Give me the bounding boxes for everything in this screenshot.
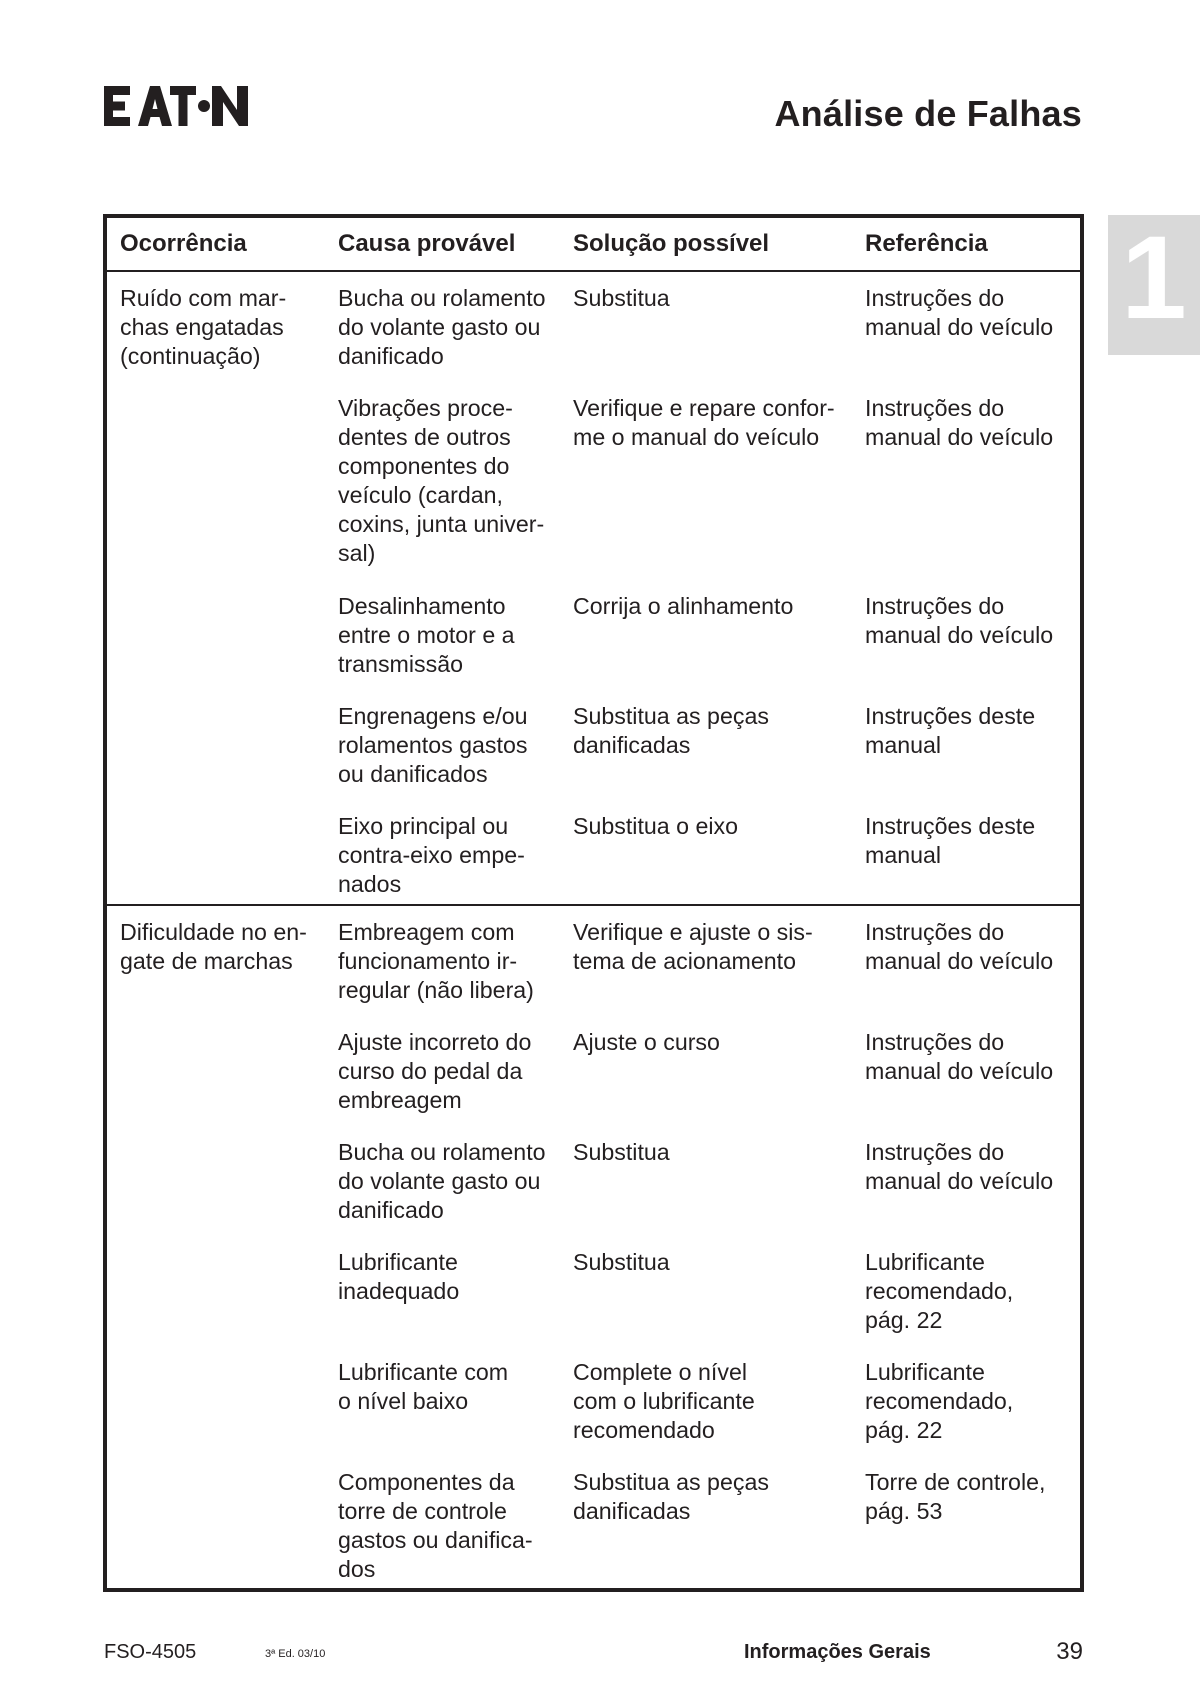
table-header-row	[107, 218, 1080, 272]
solution-cell: Complete o nível com o lubrificante recomendado	[573, 1359, 755, 1443]
cause-cell: Desalinhamento entre o motor e a transmissão	[338, 593, 515, 677]
solution-cell: Substitua	[573, 1139, 670, 1165]
cause-cell: Lubrificante com o nível baixo	[338, 1359, 509, 1414]
column-header-reference: Referência	[865, 230, 988, 257]
page-title: Análise de Falhas	[774, 93, 1082, 134]
solution-cell: Corrija o alinhamento	[573, 593, 794, 619]
occurrence-cell: Ruído com mar- chas engatadas (continuação)	[120, 285, 287, 369]
solution-cell: Substitua	[573, 1249, 670, 1275]
eaton-logo	[104, 86, 248, 126]
reference-cell: Instruções do manual do veículo	[865, 1029, 1054, 1084]
solution-cell: Substitua as peças danificadas	[573, 703, 769, 758]
chapter-tab	[1108, 212, 1200, 355]
reference-cell: Instruções deste manual	[865, 703, 1036, 758]
cause-cell: Lubrificante inadequado	[338, 1249, 460, 1304]
group-divider	[107, 904, 1080, 906]
footer-section-title: Informações Gerais	[744, 1641, 931, 1663]
reference-cell: Torre de controle, pág. 53	[865, 1469, 1046, 1524]
occurrence-cell: Dificuldade no en- gate de marchas	[120, 919, 307, 974]
chapter-number: 1	[1121, 212, 1187, 344]
reference-cell: Lubrificante recomendado, pág. 22	[865, 1249, 1014, 1333]
cause-cell: Bucha ou rolamento do volante gasto ou danificado	[338, 285, 546, 369]
column-header-occurrence: Ocorrência	[120, 230, 247, 257]
cause-cell: Vibrações proce- dentes de outros componentes do veículo (cardan, coxins, junta univer- sal)	[338, 395, 545, 566]
reference-cell: Lubrificante recomendado, pág. 22	[865, 1359, 1014, 1443]
reference-cell: Instruções do manual do veículo	[865, 285, 1054, 340]
solution-cell: Substitua as peças danificadas	[573, 1469, 769, 1524]
cause-cell: Ajuste incorreto do curso do pedal da embreagem	[338, 1029, 532, 1113]
reference-cell: Instruções do manual do veículo	[865, 395, 1054, 450]
fault-analysis-table	[103, 214, 1084, 1592]
solution-cell: Verifique e ajuste o sis- tema de acionamento	[573, 919, 813, 974]
reference-cell: Instruções do manual do veículo	[865, 593, 1054, 648]
cause-cell: Embreagem com funcionamento ir- regular (não libera)	[338, 919, 534, 1003]
column-header-cause: Causa provável	[338, 230, 516, 257]
solution-cell: Verifique e repare confor- me o manual do veículo	[573, 395, 835, 450]
reference-cell: Instruções do manual do veículo	[865, 1139, 1054, 1194]
cause-cell: Bucha ou rolamento do volante gasto ou danificado	[338, 1139, 546, 1223]
cause-cell: Engrenagens e/ou rolamentos gastos ou danificados	[338, 703, 528, 787]
reference-cell: Instruções deste manual	[865, 813, 1036, 868]
solution-cell: Substitua	[573, 285, 670, 311]
reference-cell: Instruções do manual do veículo	[865, 919, 1054, 974]
cause-cell: Eixo principal ou contra-eixo empe- nados	[338, 813, 525, 897]
solution-cell: Substitua o eixo	[573, 813, 738, 839]
cause-cell: Componentes da torre de controle gastos ou danifica- dos	[338, 1469, 533, 1582]
footer-edition: 3ª Ed. 03/10	[265, 1648, 326, 1660]
footer-doc-code: FSO-4505	[104, 1641, 197, 1663]
solution-cell: Ajuste o curso	[573, 1029, 720, 1055]
column-header-solution: Solução possível	[573, 230, 770, 257]
page-number: 39	[1056, 1638, 1083, 1665]
